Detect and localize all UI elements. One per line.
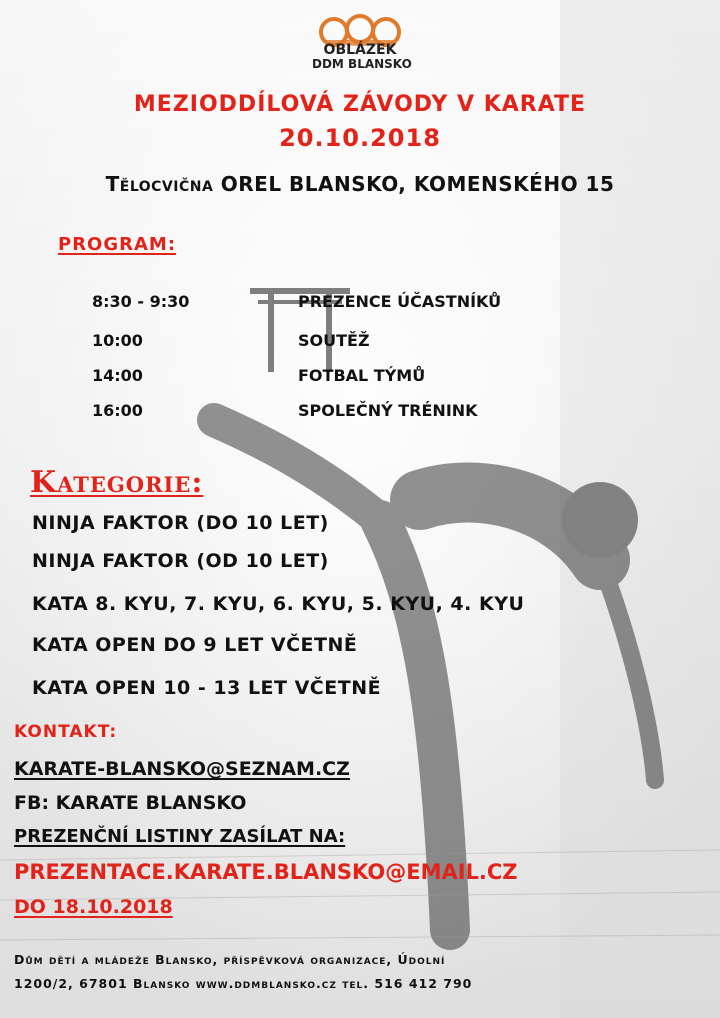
categories-heading: Kategorie: (30, 465, 204, 500)
program-time: 10:00 (92, 331, 143, 350)
program-label: SOUTĚŽ (298, 331, 370, 350)
registration-label: PREZENČNÍ LISTINY ZASÍLAT NA: (14, 826, 346, 847)
category-item: KATA 8. KYU, 7. KYU, 6. KYU, 5. KYU, 4. KYU (32, 593, 525, 615)
program-time: 14:00 (92, 366, 143, 385)
footer-address-line2: 1200/2, 67801 Blansko www.ddmblansko.cz tel. 516 412 790 (14, 976, 473, 991)
program-label: FOTBAL TÝMŮ (298, 366, 426, 385)
registration-email-link[interactable]: PREZENTACE.KARATE.BLANSKO@EMAIL.CZ (14, 860, 518, 884)
category-item: NINJA FAKTOR (DO 10 LET) (32, 512, 329, 534)
venue: Tělocvična OREL BLANSKO, KOMENSKÉHO 15 (105, 172, 615, 196)
program-time: 8:30 - 9:30 (92, 292, 190, 311)
program-label: SPOLEČNÝ TRÉNINK (298, 401, 478, 420)
program-time: 16:00 (92, 401, 143, 420)
program-label: PREZENCE ÚČASTNÍKŮ (298, 292, 502, 311)
category-item: KATA OPEN 10 - 13 LET VČETNĚ (32, 677, 382, 699)
category-item: NINJA FAKTOR (OD 10 LET) (32, 550, 329, 572)
footer-address-line1: Dům dětí a mládeže Blansko, příspěvková organizace, Údolní (14, 952, 446, 967)
program-heading: PROGRAM: (58, 234, 177, 255)
logo-text: OBLÁZEK (323, 42, 397, 58)
contact-heading: KONTAKT: (14, 722, 118, 742)
contact-email-link[interactable]: KARATE-BLANSKO@SEZNAM.CZ (14, 758, 350, 780)
category-item: KATA OPEN DO 9 LET VČETNĚ (32, 634, 358, 656)
facebook-contact: FB: KARATE BLANSKO (14, 792, 247, 814)
event-date: 20.10.2018 (279, 124, 441, 152)
registration-deadline: DO 18.10.2018 (14, 896, 173, 918)
logo-subtext: DDM BLANSKO (312, 57, 412, 71)
headline: MEZIODDÍLOVÁ ZÁVODY V KARATE (133, 92, 587, 117)
